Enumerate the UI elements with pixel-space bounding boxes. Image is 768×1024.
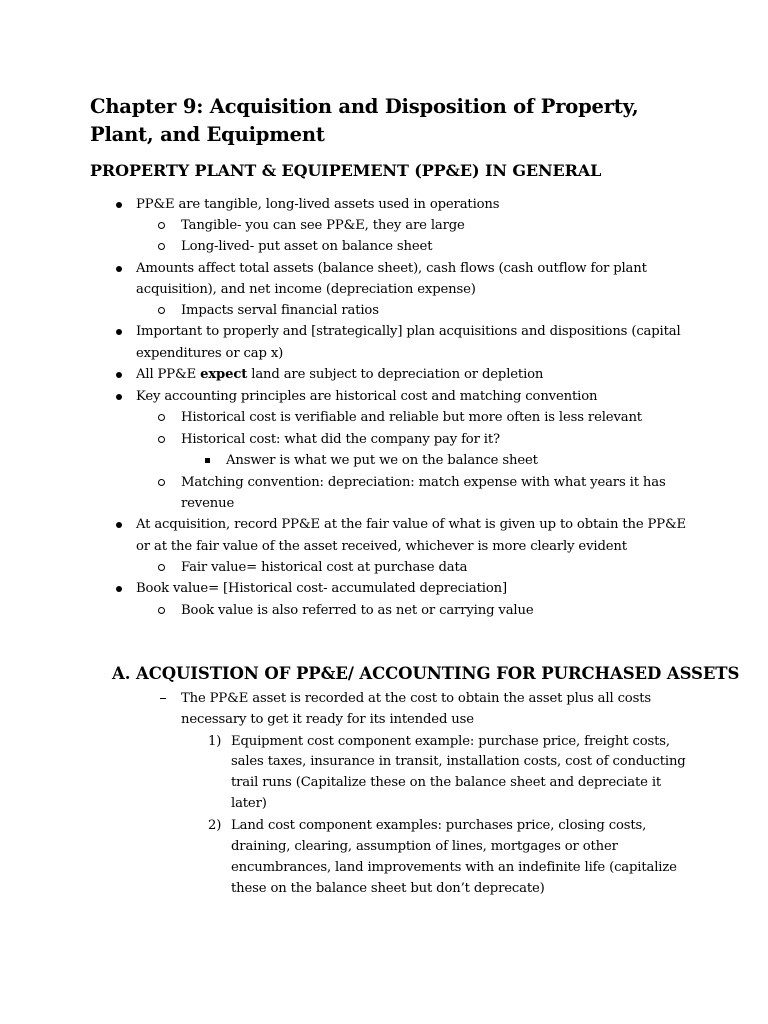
section-heading-ppe-general: PROPERTY PLANT & EQUIPEMENT (PP&E) IN GENERAL — [90, 161, 602, 180]
bullet-icon — [116, 202, 122, 208]
list-item: Amounts affect total assets (balance sheet), cash flows (cash outflow for plant — [136, 261, 647, 276]
list-item: At acquisition, record PP&E at the fair value of what is given up to obtain the PP&E — [136, 517, 687, 532]
list-number: 2) — [208, 818, 222, 833]
circle-bullet-icon — [158, 243, 165, 250]
circle-bullet-icon — [158, 436, 165, 443]
square-bullet-icon — [205, 458, 210, 463]
list-item-continuation: acquisition), and net income (depreciation expense) — [136, 282, 476, 297]
list-item: Long-lived- put asset on balance sheet — [181, 239, 433, 254]
circle-bullet-icon — [158, 307, 165, 314]
list-item-continuation: expenditures or cap x) — [136, 346, 284, 361]
list-item-continuation: encumbrances, land improvements with an indefinite life (capitalize — [231, 860, 677, 875]
circle-bullet-icon — [158, 564, 165, 571]
list-item: The PP&E asset is recorded at the cost to obtain the asset plus all costs — [181, 691, 651, 706]
list-item: Key accounting principles are historical cost and matching convention — [136, 389, 598, 404]
list-item — [136, 366, 543, 384]
circle-bullet-icon — [158, 222, 165, 229]
list-item: Historical cost is verifiable and reliable but more often is less relevant — [181, 410, 642, 425]
circle-bullet-icon — [158, 414, 165, 421]
list-item: Book value is also referred to as net or carrying value — [181, 603, 534, 618]
list-item-continuation: trail runs (Capitalize these on the balance sheet and depreciate it — [231, 775, 662, 790]
dash-bullet-icon — [160, 698, 166, 699]
section-heading-text: ACQUISTION OF PP&E/ ACCOUNTING FOR PURCHASED ASSETS — [136, 664, 740, 683]
list-item: PP&E are tangible, long-lived assets used in operations — [136, 197, 500, 212]
bullet-icon — [116, 586, 122, 592]
list-item-continuation: later) — [231, 796, 267, 811]
section-heading-acquisition — [112, 664, 739, 683]
bullet-icon — [116, 522, 122, 528]
list-item: Historical cost: what did the company pay for it? — [181, 432, 500, 447]
circle-bullet-icon — [158, 479, 165, 486]
list-item-continuation: revenue — [181, 496, 235, 511]
circle-bullet-icon — [158, 607, 165, 614]
list-item: Book value= [Historical cost- accumulated depreciation] — [136, 581, 507, 596]
bullet-icon — [116, 266, 122, 272]
list-item: Tangible- you can see PP&E, they are large — [181, 218, 465, 233]
list-item-continuation: sales taxes, insurance in transit, installation costs, cost of conducting — [231, 754, 686, 769]
list-item-text: All PP&E — [136, 367, 201, 382]
list-item: Important to properly and [strategically] plan acquisitions and dispositions (capital — [136, 324, 681, 339]
list-number: 1) — [208, 734, 222, 749]
bullet-icon — [116, 394, 122, 400]
list-item: Matching convention: depreciation: match expense with what years it has — [181, 475, 666, 490]
list-item-continuation: necessary to get it ready for its intended use — [181, 712, 474, 727]
section-letter: A. — [112, 664, 131, 683]
page-title: Chapter 9: Acquisition and Disposition of Property, Plant, and Equipment — [90, 95, 639, 146]
list-item-text: land are subject to depreciation or depletion — [247, 367, 544, 382]
list-item: Impacts serval financial ratios — [181, 303, 379, 318]
list-item: Fair value= historical cost at purchase data — [181, 560, 468, 575]
list-item: Equipment cost component example: purchase price, freight costs, — [231, 734, 670, 749]
list-item-continuation: these on the balance sheet but don’t deprecate) — [231, 881, 545, 896]
list-item-continuation: draining, clearing, assumption of lines, mortgages or other — [231, 839, 618, 854]
list-item: Answer is what we put we on the balance sheet — [226, 453, 538, 468]
list-item: Land cost component examples: purchases price, closing costs, — [231, 818, 647, 833]
emphasis-text: expect — [200, 367, 248, 382]
list-item-continuation: or at the fair value of the asset received, whichever is more clearly evident — [136, 539, 627, 554]
bullet-icon — [116, 329, 122, 335]
bullet-icon — [116, 372, 122, 378]
